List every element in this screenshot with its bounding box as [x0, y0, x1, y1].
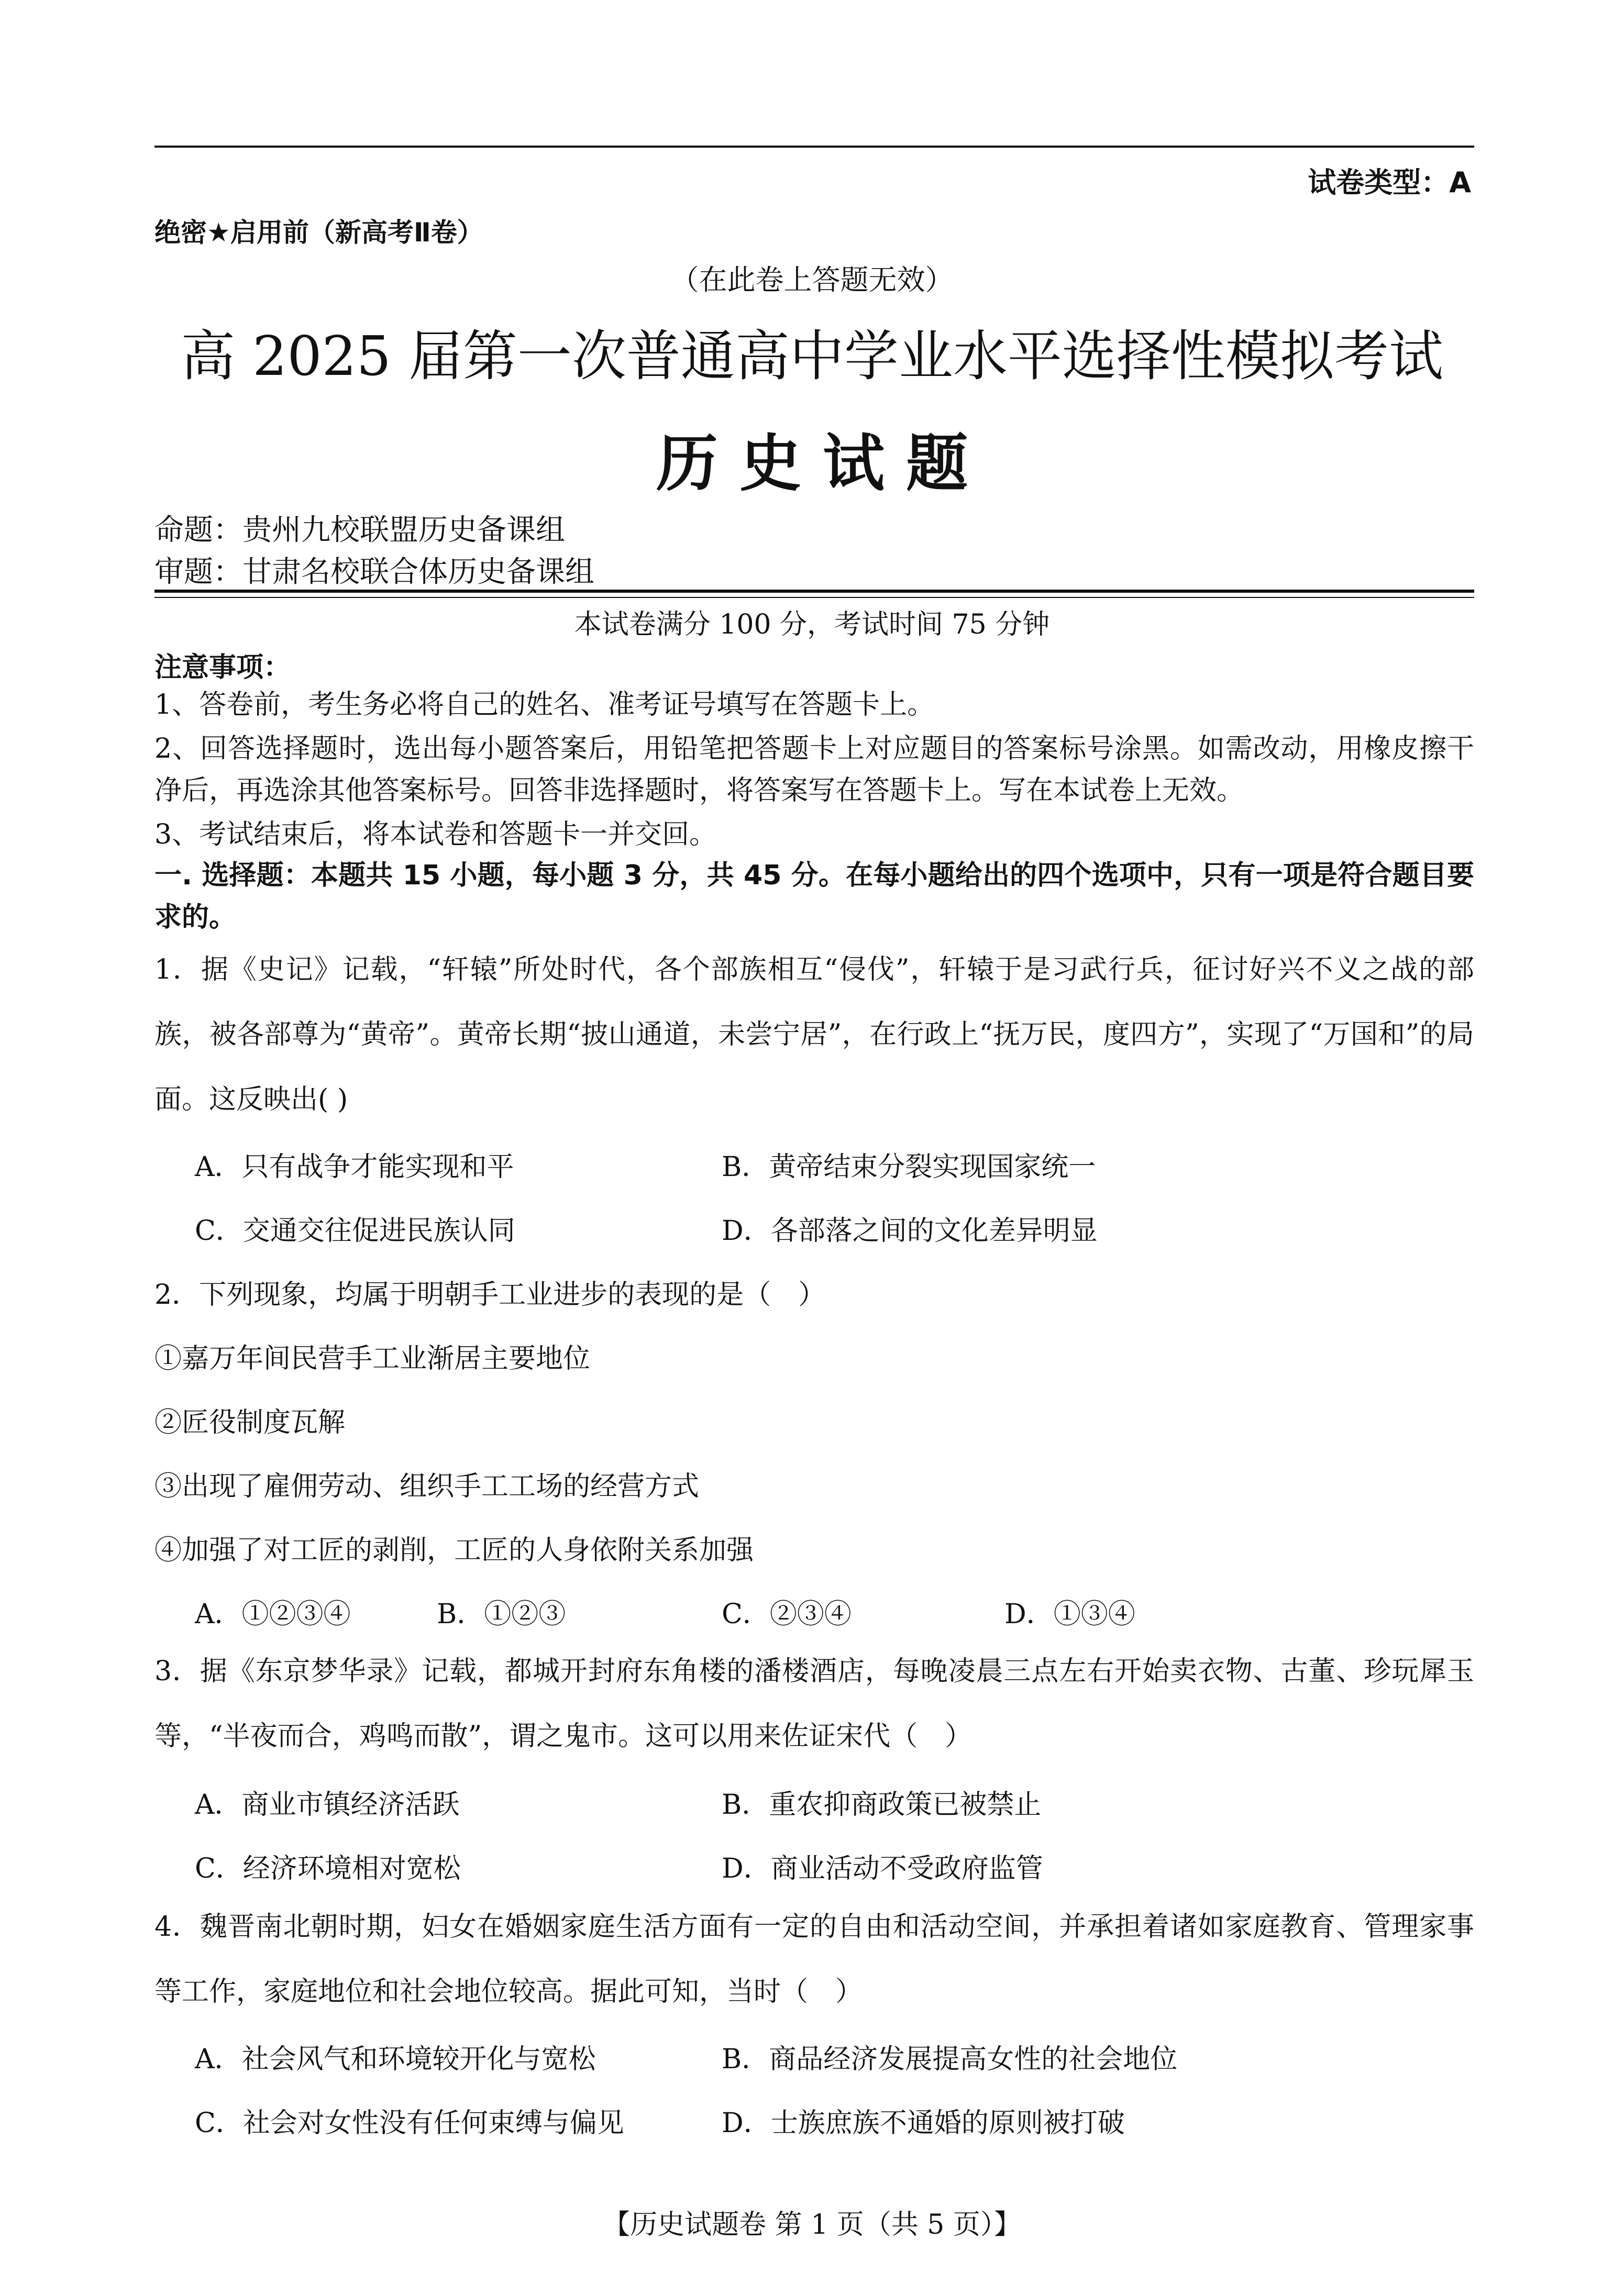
- question-1-option-d[interactable]: D．各部落之间的文化差异明显: [722, 1215, 1098, 1247]
- question-2-option-a[interactable]: A．①②③④: [195, 1599, 351, 1630]
- question-3-option-d[interactable]: D．商业活动不受政府监管: [722, 1853, 1043, 1884]
- header-rule-thin: [154, 597, 1474, 598]
- instructions-heading: 注意事项：: [154, 652, 291, 683]
- page-footer: 【历史试题卷 第 1 页（共 5 页）】: [603, 2209, 1021, 2240]
- question-3-option-c[interactable]: C．经济环境相对宽松: [195, 1853, 461, 1884]
- section-heading: 一. 选择题：本题共 15 小题，每小题 3 分，共 45 分。在每小题给出的四个选项中，只有一项是符合题目要求的。: [154, 860, 1474, 933]
- instruction-3: 3、考试结束后，将本试卷和答题卡一并交回。: [154, 819, 717, 850]
- question-3-option-b[interactable]: B．重农抑商政策已被禁止: [722, 1789, 1042, 1821]
- question-4-option-b[interactable]: B．商品经济发展提高女性的社会地位: [722, 2044, 1178, 2075]
- secret-label: 绝密★启用前（新高考Ⅱ卷）: [154, 217, 483, 248]
- question-1-stem: 1．据《史记》记载，“轩辕”所处时代，各个部族相互“侵伐”，轩辕于是习武行兵，征讨好兴不义之战的部族，被各部尊为“黄帝”。黄帝长期“披山通道，未尝宁居”，在行政上“抚万民，度四方”，实现了“万国和”的局面。这反映出( ): [154, 954, 1474, 1115]
- question-2-stem: 2．下列现象，均属于明朝手工业进步的表现的是（ ）: [154, 1279, 826, 1311]
- subject-title: 历 史 试 题: [656, 427, 968, 500]
- exam-title: 高 2025 届第一次普通高中学业水平选择性模拟考试: [181, 324, 1443, 388]
- question-2-item-3: ③出现了雇佣劳动、组织手工工场的经营方式: [154, 1471, 700, 1502]
- question-4-option-d[interactable]: D．士族庶族不通婚的原则被打破: [722, 2108, 1125, 2139]
- question-4-stem: 4．魏晋南北朝时期，妇女在婚姻家庭生活方面有一定的自由和活动空间，并承担着诸如家庭教育、管理家事等工作，家庭地位和社会地位较高。据此可知，当时（ ）: [154, 1911, 1474, 2007]
- reviewer-line: 审题：甘肃名校联合体历史备课组: [154, 555, 594, 589]
- invalid-notice: （在此卷上答题无效）: [670, 263, 954, 296]
- score-time: 本试卷满分 100 分，考试时间 75 分钟: [574, 609, 1050, 640]
- question-2-item-2: ②匠役制度瓦解: [154, 1407, 346, 1438]
- question-4-option-c[interactable]: C．社会对女性没有任何束缚与偏见: [195, 2108, 624, 2139]
- question-2-item-4: ④加强了对工匠的剥削，工匠的人身依附关系加强: [154, 1535, 754, 1566]
- question-1-option-c[interactable]: C．交通交往促进民族认同: [195, 1215, 515, 1247]
- top-rule: [154, 146, 1474, 148]
- question-2-option-d[interactable]: D．①③④: [1004, 1599, 1135, 1630]
- question-3-stem: 3．据《东京梦华录》记载，都城开封府东角楼的潘楼酒店，每晚凌晨三点左右开始卖衣物、古董、珍玩犀玉等，“半夜而合，鸡鸣而散”，谓之鬼市。这可以用来佐证宋代（ ）: [154, 1656, 1474, 1752]
- instruction-2: 2、回答选择题时，选出每小题答案后，用铅笔把答题卡上对应题目的答案标号涂黑。如需改动，用橡皮擦干净后，再选涂其他答案标号。回答非选择题时，将答案写在答题卡上。写在本试卷上无效。: [154, 733, 1474, 806]
- paper-type: 试卷类型：A: [1308, 166, 1471, 199]
- instruction-1: 1、答卷前，考生务必将自己的姓名、准考证号填写在答题卡上。: [154, 689, 935, 720]
- question-3-option-a[interactable]: A．商业市镇经济活跃: [195, 1789, 460, 1821]
- question-1-option-a[interactable]: A．只有战争才能实现和平: [195, 1151, 514, 1183]
- question-1-option-b[interactable]: B．黄帝结束分裂实现国家统一: [722, 1151, 1096, 1183]
- setter-line: 命题：贵州九校联盟历史备课组: [154, 513, 565, 547]
- header-rule-thick: [154, 590, 1474, 593]
- question-2-option-c[interactable]: C．②③④: [722, 1599, 852, 1630]
- question-2-option-b[interactable]: B．①②③: [437, 1599, 566, 1630]
- question-2-item-1: ①嘉万年间民营手工业渐居主要地位: [154, 1343, 591, 1374]
- question-4-option-a[interactable]: A．社会风气和环境较开化与宽松: [195, 2044, 596, 2075]
